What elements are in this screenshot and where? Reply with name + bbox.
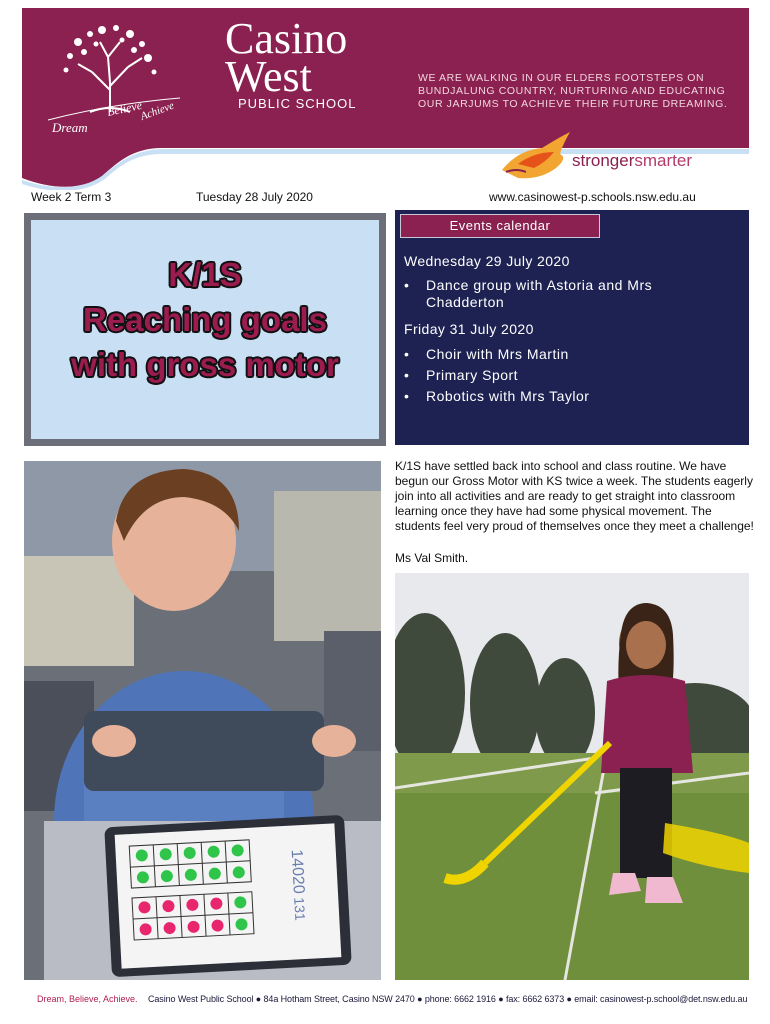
school-subtitle: PUBLIC SCHOOL bbox=[238, 96, 357, 111]
event-day-1: Wednesday 29 July 2020 bbox=[404, 253, 570, 269]
article-title-line1: K/1S bbox=[168, 256, 242, 293]
board-number-2: 131 bbox=[291, 896, 309, 922]
event-item-text: Robotics with Mrs Taylor bbox=[426, 388, 590, 404]
bullet: • bbox=[404, 367, 410, 383]
footer-motto: Dream, Believe, Achieve. bbox=[37, 994, 138, 1004]
event-item bbox=[404, 367, 704, 384]
event-item bbox=[404, 346, 704, 363]
events-heading: Events calendar bbox=[400, 214, 600, 238]
week-term: Week 2 Term 3 bbox=[31, 190, 112, 204]
school-logo bbox=[30, 12, 200, 152]
footer-address: Casino West Public School ● 84a Hotham Street, Casino NSW 2470 ● phone: 6662 1916 ● fax: 6662 6373 ● email: casinowest-p.school@det.nsw.edu.au bbox=[148, 994, 748, 1004]
logo-word-achieve: Achieve bbox=[138, 99, 176, 123]
bullet: • bbox=[404, 346, 410, 362]
bullet: • bbox=[404, 388, 410, 404]
event-item bbox=[404, 277, 704, 311]
partner-name-b: smarter bbox=[634, 151, 692, 170]
event-item-text: Dance group with Astoria and Mrs Chadderton bbox=[426, 277, 653, 310]
school-website[interactable]: www.casinowest-p.schools.nsw.edu.au bbox=[489, 190, 696, 204]
partner-name bbox=[572, 151, 692, 171]
issue-date: Tuesday 28 July 2020 bbox=[196, 190, 313, 204]
bird-icon bbox=[502, 132, 570, 178]
school-name bbox=[225, 14, 348, 101]
school-tagline: WE ARE WALKING IN OUR ELDERS FOOTSTEPS ON BUNDJALUNG COUNTRY, NURTURING AND EDUCATING OUR JARJUMS TO ACHIEVE THEIR FUTURE DREAMING. bbox=[418, 72, 728, 110]
event-day-2: Friday 31 July 2020 bbox=[404, 321, 534, 337]
event-item-text: Primary Sport bbox=[426, 367, 519, 383]
photo-boy-with-board bbox=[24, 461, 381, 980]
article-signoff: Ms Val Smith. bbox=[395, 551, 469, 565]
article-body: K/1S have settled back into school and class routine. We have begun our Gross Motor with KS twice a week. The students eagerly join into all activities and are ready to get straight into classroom learning once they have had some physical movement. The students feel very proud of themselves once they meet a challenge! bbox=[395, 459, 754, 533]
event-item-text: Choir with Mrs Martin bbox=[426, 346, 569, 362]
school-name-line2: West bbox=[225, 52, 312, 101]
event-item bbox=[404, 388, 704, 405]
article-title-line3: with gross motor bbox=[71, 346, 339, 383]
logo-word-dream: Dream bbox=[52, 120, 88, 135]
article-title-line2: Reaching goals bbox=[83, 301, 327, 338]
board-number-1: 14020 bbox=[287, 848, 307, 895]
photo-girl-with-hockey-stick bbox=[395, 573, 749, 980]
article-title bbox=[31, 252, 379, 387]
partner-name-a: stronger bbox=[572, 151, 635, 170]
logo-word-believe: Believe bbox=[105, 97, 144, 119]
bullet: • bbox=[404, 277, 410, 293]
school-name-line1: Casino bbox=[225, 14, 348, 63]
